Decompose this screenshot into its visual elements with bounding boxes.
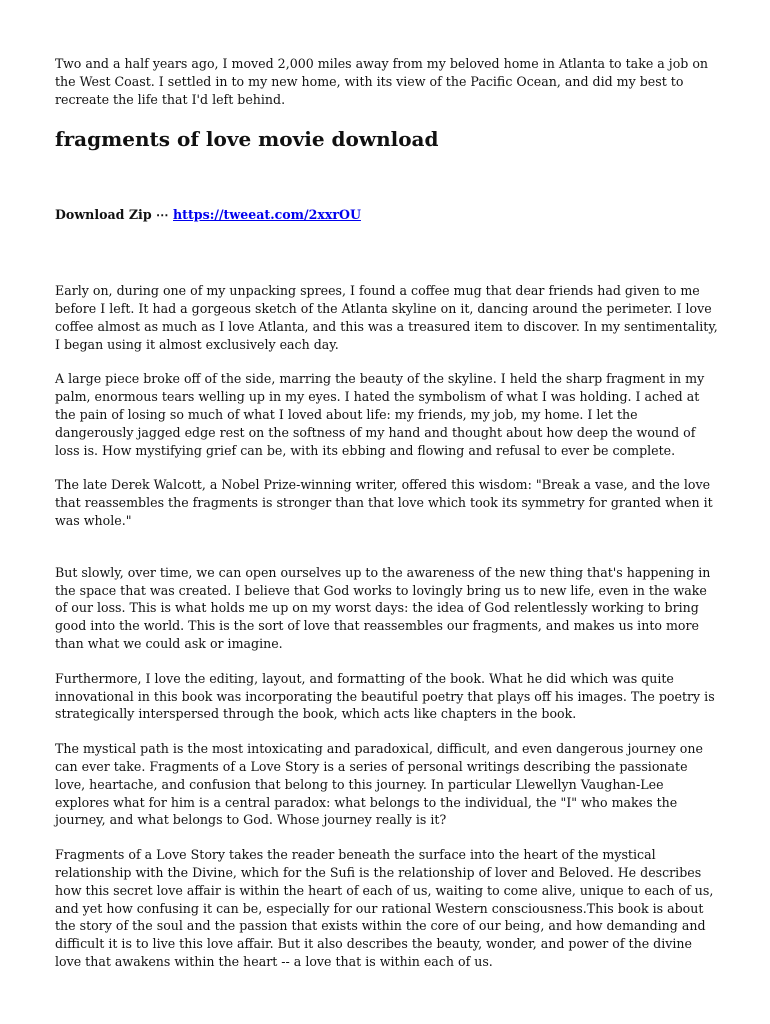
intro-paragraph: Two and a half years ago, I moved 2,000 miles away from my beloved home in Atlanta to take a job on the West Coast. I settled in to my new home, with its view of the Pacific Ocean, and did my best to recreate the life that I'd left behind. — [55, 56, 709, 107]
spacer — [55, 224, 720, 282]
download-line — [55, 206, 720, 224]
page-title: fragments of love movie download — [55, 127, 439, 152]
body-paragraph-4: But slowly, over time, we can open ourselves up to the awareness of the new thing that's happening in the space that was created. I believe that God works to lovingly bring us to new life, even in the wake of our loss. This is what holds me up on my worst days: the idea of God relentlessly working to bring good into the world. This is the sort of love that reassembles our fragments, and makes us into more than what we could ask or imagine. — [55, 564, 711, 651]
body-paragraph-5: Furthermore, I love the editing, layout, and formatting of the book. What he did which was quite innovational in this book was incorporating the beautiful poetry that plays off his images. The poetry is strategically interspersed through the book, which acts like chapters in the book. — [55, 670, 715, 722]
body-paragraph-3: The late Derek Walcott, a Nobel Prize-winning writer, offered this wisdom: "Break a vase, and the love that reassembles the fragments is stronger than that love which took its symmetry for granted when it was whole." — [55, 477, 713, 528]
spacer — [55, 547, 720, 564]
body-paragraph-7: Fragments of a Love Story takes the reader beneath the surface into the heart of the mystical relationship with the Divine, which for the Sufi is the relationship of lover and Beloved. He describes how this secret love affair is within the heart of each of us, waiting to come alive, unique to each of us, and yet how confusing it can be, especially for our rational Western consciousness.This book is about the story of the soul and the passion that exists within the core of our being, and how demanding and difficult it is to live this love affair. But it also describes the beauty, wonder, and power of the divine love that awakens within the heart -- a love that is within each of us. — [55, 847, 714, 969]
download-label: Download Zip ⋯ — [55, 207, 169, 223]
body-paragraph-6: The mystical path is the most intoxicating and paradoxical, difficult, and even dangerous journey one can ever take. Fragments of a Love Story is a series of personal writings describing the passionate love, heartache, and confusion that belong to this journey. In particular Llewellyn Vaughan-Lee explores what for him is a central paradox: what belongs to the individual, the "I" who makes the journey, and what belongs to God. Whose journey really is it? — [55, 741, 703, 828]
document-page — [55, 55, 720, 988]
download-link[interactable]: https://tweeat.com/2xxrOU — [173, 207, 361, 223]
body-paragraph-2: A large piece broke off of the side, marring the beauty of the skyline. I held the sharp fragment in my palm, enormous tears welling up in my eyes. I hated the symbolism of what I was holding. I ached at the pain of losing so much of what I loved about life: my friends, my job, my home. I let the dangerously jagged edge rest on the softness of my hand and thought about how deep the wound of loss is. How mystifying grief can be, with its ebbing and flowing and refusal to ever be complete. — [55, 371, 705, 458]
body-paragraph-1: Early on, during one of my unpacking sprees, I found a coffee mug that dear friends had given to me before I left. It had a gorgeous sketch of the Atlanta skyline on it, dancing around the perimeter. I love coffee almost as much as I love Atlanta, and this was a treasured item to discover. In my sentimentality, I began using it almost exclusively each day. — [55, 283, 718, 352]
